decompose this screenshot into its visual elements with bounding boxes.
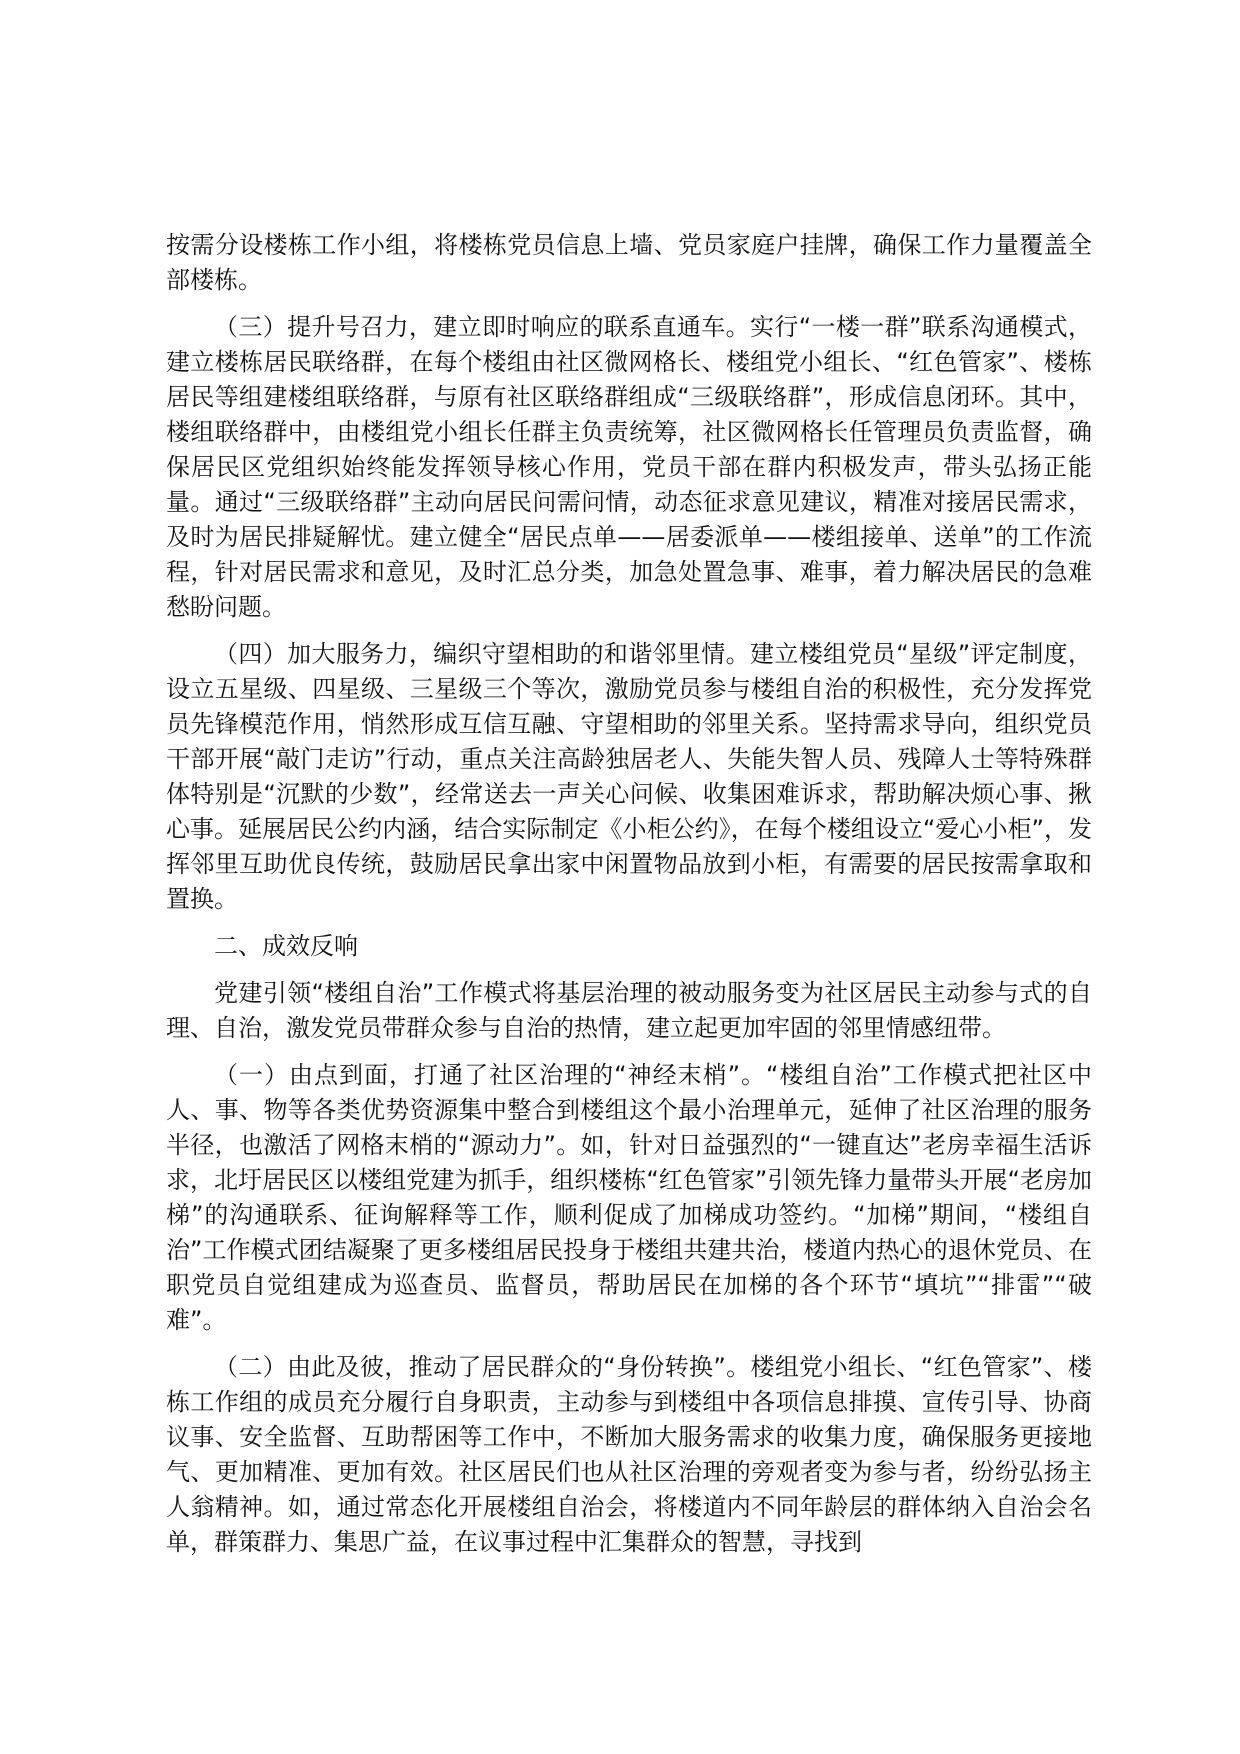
paragraph-results-intro: 党建引领“楼组自治”工作模式将基层治理的被动服务变为社区居民主动参与式的自理、自治，激发党员带群众参与自治的热情，建立起更加牢固的邻里情感纽带。 xyxy=(166,979,1092,1042)
paragraph-result-2: （二）由此及彼，推动了居民群众的“身份转换”。楼组党小组长、“红色管家”、楼栋工作组的成员充分履行自身职责，主动参与到楼组中各项信息排摸、宣传引导、协商议事、安全监督、互助帮困等工作中，不断加大服务需求的收集力度，确保服务更接地气、更加精准、更加有效。社区居民们也从社区治理的旁观者变为参与者，纷纷弘扬主人翁精神。如，通过常态化开展楼组自治会，将楼道内不同年龄层的群体纳入自治会名单，群策群力、集思广益，在议事过程中汇集群众的智慧，寻找到 xyxy=(166,1353,1092,1556)
paragraph-section-3: （三）提升号召力，建立即时响应的联系直通车。实行“一楼一群”联系沟通模式，建立楼栋居民联络群，在每个楼组由社区微网格长、楼组党小组长、“红色管家”、楼栋居民等组建楼组联络群，与原有社区联络群组成“三级联络群”，形成信息闭环。其中，楼组联络群中，由楼组党小组长任群主负责统筹，社区微网格长任管理员负责监督，确保居民区党组织始终能发挥领导核心作用，党员干部在群内积极发声，带头弘扬正能量。通过“三级联络群”主动向居民问需问情，动态征求意见建议，精准对接居民需求，及时为居民排疑解忧。建立健全“居民点单——居委派单——楼组接单、送单”的工作流程，针对居民需求和意见，及时汇总分类，加急处置急事、难事，着力解决居民的急难愁盼问题。 xyxy=(166,313,1092,621)
section-heading-results: 二、成效反响 xyxy=(214,932,358,960)
paragraph-continuation: 按需分设楼栋工作小组，将楼栋党员信息上墙、党员家庭户挂牌，确保工作力量覆盖全部楼栋。 xyxy=(166,231,1092,294)
document-body xyxy=(166,228,1092,1572)
paragraph-section-4: （四）加大服务力，编织守望相助的和谐邻里情。建立楼组党员“星级”评定制度，设立五星级、四星级、三星级三个等次，激励党员参与楼组自治的积极性，充分发挥党员先锋模范作用，悄然形成互信互融、守望相助的邻里关系。坚持需求导向，组织党员干部开展“敲门走访”行动，重点关注高龄独居老人、失能失智人员、残障人士等特殊群体特别是“沉默的少数”，经常送去一声关心问候、收集困难诉求，帮助解决烦心事、揪心事。延展居民公约内涵，结合实际制定《小柜公约》，在每个楼组设立“爱心小柜”，发挥邻里互助优良传统，鼓励居民拿出家中闲置物品放到小柜，有需要的居民按需拿取和置换。 xyxy=(166,640,1092,913)
paragraph-result-1: （一）由点到面，打通了社区治理的“神经末梢”。“楼组自治”工作模式把社区中人、事、物等各类优势资源集中整合到楼组这个最小治理单元，延伸了社区治理的服务半径，也激活了网格末梢的“源动力”。如，针对日益强烈的“一键直达”老房幸福生活诉求，北圩居民区以楼组党建为抓手，组织楼栋“红色管家”引领先锋力量带头开展“老房加梯”的沟通联系、征询解释等工作，顺利促成了加梯成功签约。“加梯”期间，“楼组自治”工作模式团结凝聚了更多楼组居民投身于楼组共建共治，楼道内热心的退休党员、在职党员自觉组建成为巡查员、监督员，帮助居民在加梯的各个环节“填坑”“排雷”“破难”。 xyxy=(166,1061,1092,1334)
